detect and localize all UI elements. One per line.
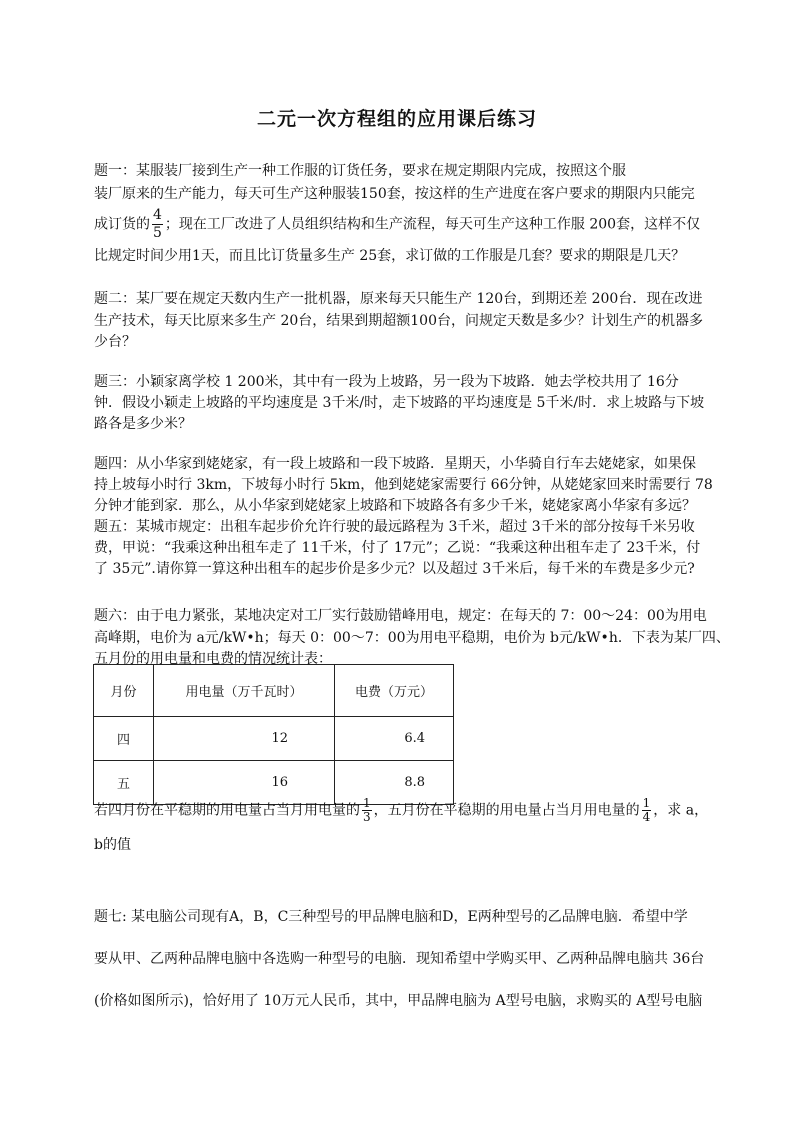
- cell-fee: 8.8: [335, 761, 454, 805]
- cell-fee: 6.4: [335, 717, 454, 761]
- problem-7-line-3: (价格如图所示)，恰好用了 10万元人民币，其中，甲品牌电脑为 A型号电脑，求购买的 A型号电脑: [94, 993, 703, 1009]
- table-header-row: [94, 665, 454, 717]
- cell-month: 五: [94, 761, 154, 805]
- fraction-four-fifths: [152, 207, 163, 242]
- problem-1-line-3: [94, 207, 700, 242]
- fraction-denominator: 4: [642, 810, 651, 824]
- problem-1-line-3-text-a: 成订货的: [94, 216, 150, 233]
- fraction-numerator: 4: [153, 207, 162, 223]
- problem-6-line-2: 高峰期，电价为 a元/kW•h；每天 0：00～7：00为用电平稳期，电价为 b元/kW•h．下表为某厂四、: [94, 630, 730, 646]
- problem-4-line-2: 持上坡每小时行 3km，下坡每小时行 5km，他到姥姥家需要行 66分钟，从姥姥家回来时需要行 78: [94, 477, 713, 493]
- electricity-stats-table: [93, 664, 454, 805]
- problem-1-line-2: 装厂原来的生产能力，每天可生产这种服装150套，按这样的生产进度在客户要求的期限内只能完: [94, 186, 695, 202]
- header-usage: 用电量（万千瓦时）: [154, 665, 335, 717]
- cell-month: 四: [94, 717, 154, 761]
- fraction-numerator: 1: [363, 796, 371, 810]
- problem-1-line-4: 比规定时间少用1天，而且比订货量多生产 25套，求订做的工作服是几套？要求的期限是几天？: [94, 248, 686, 264]
- problem-6-after-line-1: [94, 797, 708, 824]
- fraction-denominator: 5: [153, 225, 162, 241]
- fraction-denominator: 3: [363, 810, 371, 824]
- fraction-one-third: [362, 797, 372, 824]
- after-text-b: ，五月份在平稳期的用电量占当月用电量的: [373, 802, 640, 819]
- problem-1-line-1: 题一：某服装厂接到生产一种工作服的订货任务，要求在规定期限内完成，按照这个服: [94, 163, 626, 179]
- header-month: 月份: [94, 665, 154, 717]
- problem-6-line-1: 题六：由于电力紧张，某地决定对工厂实行鼓励错峰用电，规定：在每天的 7：00～24：00为用电: [94, 608, 707, 624]
- problem-6-line-3: 五月份的用电量和电费的情况统计表：: [94, 651, 332, 667]
- page-title: 二元一次方程组的应用课后练习: [256, 108, 537, 130]
- problem-3-line-1: 题三：小颖家离学校 1 200米，其中有一段为上坡路，另一段为下坡路．她去学校共用了 16分: [94, 374, 679, 390]
- problem-7-line-1: 题七: 某电脑公司现有A，B，C三种型号的甲品牌电脑和D，E两种型号的乙品牌电脑．希望中学: [94, 909, 688, 925]
- problem-3-line-3: 路各是多少米？: [94, 416, 192, 432]
- after-text-a: 若四月份在平稳期的用电量占当月用电量的: [94, 802, 360, 819]
- problem-1-line-3-text-b: ；现在工厂改进了人员组织结构和生产流程，每天可生产这种工作服 200套，这样不仅: [164, 216, 701, 233]
- problem-2-line-1: 题二：某厂要在规定天数内生产一批机器，原来每天只能生产 120台，到期还差 200台．现在改进: [94, 291, 703, 307]
- after-text-c: ，求 a，: [653, 802, 709, 819]
- cell-usage: 16: [154, 761, 335, 805]
- fraction-numerator: 1: [642, 796, 651, 810]
- problem-2-line-3: 少台？: [94, 334, 136, 350]
- table-row: [94, 717, 454, 761]
- problem-5-line-2: 费，甲说：“我乘这种出租车走了 11千米，付了 17元”；乙说：“我乘这种出租车走了 23千米，付: [94, 540, 701, 556]
- header-fee: 电费（万元）: [335, 665, 454, 717]
- problem-2-line-2: 生产技术，每天比原来多生产 20台，结果到期超额100台，问规定天数是多少？计划生产的机器多: [94, 313, 703, 329]
- problem-4-line-3: 分钟才能到家．那么，从小华家到姥姥家上坡路和下坡路各有多少千米，姥姥家离小华家有多远？: [94, 498, 696, 514]
- problem-7-line-2: 要从甲、乙两种品牌电脑中各选购一种型号的电脑．现知希望中学购买甲、乙两种品牌电脑共 36台: [94, 951, 705, 967]
- problem-4-line-1: 题四：从小华家到姥姥家，有一段上坡路和一段下坡路．星期天，小华骑自行车去姥姥家，如果保: [94, 456, 696, 472]
- problem-5-line-3: 了 35元”.请你算一算这种出租车的起步价是多少元？以及超过 3千米后，每千米的车费是多少元?: [94, 561, 695, 577]
- problem-5-line-1: 题五：某城市规定：出租车起步价允许行驶的最远路程为 3千米，超过 3千米的部分按每千米另收: [94, 519, 695, 535]
- cell-usage: 12: [154, 717, 335, 761]
- problem-6-after-line-2: b的值: [94, 837, 131, 853]
- fraction-one-fourth: [642, 797, 652, 824]
- problem-3-line-2: 钟．假设小颖走上坡路的平均速度是 3千米/时，走下坡路的平均速度是 5千米/时．求上坡路与下坡: [94, 395, 705, 411]
